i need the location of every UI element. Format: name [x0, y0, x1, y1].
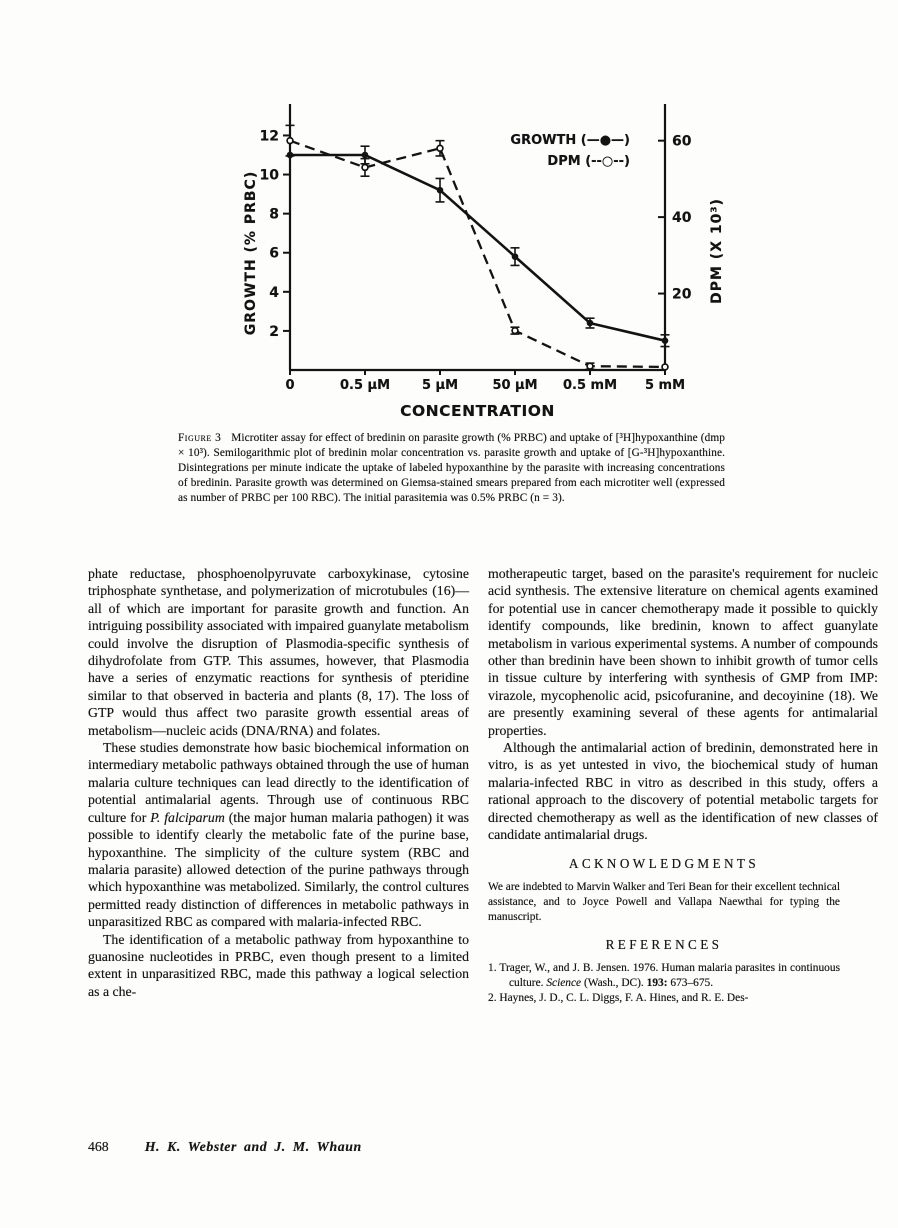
- figure-caption-label: Figure 3: [178, 432, 222, 444]
- data-point-growth: [287, 152, 294, 159]
- data-point-growth: [362, 152, 369, 159]
- data-point-dpm: [437, 145, 443, 151]
- x-tick-label: 0: [285, 378, 295, 393]
- text-segment: (Wash., DC).: [581, 977, 647, 990]
- text-segment: Trager, W., and J. B. Jensen. 1976. Human malaria parasites in continuous culture.: [499, 962, 840, 990]
- x-tick-label: 0.5 μM: [339, 378, 391, 393]
- running-authors: H. K. Webster and J. M. Whaun: [144, 1139, 362, 1154]
- series-dpm-line: [290, 141, 665, 367]
- right-column: [488, 565, 878, 1006]
- axis-label-dpm: DPM (X 10³): [709, 198, 725, 304]
- reference-number: 1.: [488, 962, 500, 975]
- reference-number: 2.: [488, 992, 500, 1005]
- left-column: [88, 565, 469, 1000]
- data-point-growth: [512, 253, 519, 260]
- axis-label-growth: GROWTH (% PRBC): [243, 170, 259, 336]
- reference-list: [488, 961, 840, 1005]
- right-column-paragraphs: [488, 565, 878, 844]
- text-segment: motherapeutic target, based on the parasite's requirement for nucleic acid synthesis. The extensive literature on chemical agents examined for potential use in cancer chemotherapy made it possible to quickly identify compounds, like bredinin, known to affect guanylate metabolism in various experimental systems. A number of compounds other than bredinin have been shown to inhibit growth of tumor cells in tissue culture by interfering with synthesis of GMP from IMP: virazole, mycophenolic acid, psicofuranine, and decoyinine (18). We are presently examining several of these agents for antimalarial properties.: [488, 566, 878, 738]
- x-tick-label: 50 μM: [492, 378, 538, 393]
- left-tick-label: 12: [259, 128, 279, 145]
- text-segment: (the major human malaria pathogen) it was possible to identify clearly the metabolic fate of the purine base, hypoxanthine. The simplicity of the culture system (RBC and malaria parasite) allowed detection of the purine pathways through which hypoxanthine was metabolized. Similarly, the control cultures permitted ready distinction of differences in metabolic pathways in unparasitized RBC as compared with malaria-infected RBC.: [88, 809, 469, 930]
- text-segment: Although the antimalarial action of bredinin, demonstrated here in vitro, is as yet untested in vivo, the biochemical study of human malaria-infected RBC in vitro as described in this study, offers a rational approach to the discovery of potential metabolic targets for directed chemotherapy as well as the identification of new classes of candidate antimalarial drugs.: [488, 740, 878, 843]
- right-tick-label: 40: [672, 210, 692, 227]
- figure3-chart: [222, 92, 742, 432]
- left-tick-label: 2: [269, 323, 279, 340]
- data-point-growth: [587, 320, 594, 327]
- reference-item: [488, 961, 840, 991]
- paragraph: [488, 739, 878, 843]
- figure-caption: [178, 431, 725, 506]
- reference-item: [488, 991, 840, 1006]
- data-point-dpm: [287, 138, 293, 144]
- paragraph: [88, 565, 469, 739]
- text-segment: phate reductase, phosphoenolpyruvate carboxykinase, cytosine triphosphate synthetase, and polymerization of microtubules (16)—all of which are important for parasite growth and function. An intriguing possibility associated with impaired guanylate metabolism could involve the disruption of Plasmodia-specific synthesis of dihydrofolate from GTP. This assumes, however, that Plasmodia have a series of enzymatic reactions for synthesis of pteridine similar to that observed in bacteria and plants (8, 17). The loss of GTP would thus affect two parasite growth essential areas of metabolism—nucleic acids (DNA/RNA) and folates.: [88, 566, 469, 738]
- text-segment: P. falciparum: [150, 809, 225, 825]
- data-point-growth: [662, 337, 669, 344]
- paragraph: [88, 739, 469, 930]
- x-tick-label: 5 μM: [421, 378, 459, 393]
- left-tick-label: 6: [269, 245, 279, 262]
- data-point-dpm: [587, 363, 593, 369]
- data-point-dpm: [512, 328, 518, 334]
- page-footer: [88, 1139, 362, 1155]
- paragraph: [488, 565, 878, 739]
- paragraph: [88, 931, 469, 1001]
- legend-entry-dpm: DPM (--○--): [547, 154, 630, 169]
- text-segment: These studies demonstrate how basic biochemical information on intermediary metabolic pathways obtained through the use of human malaria culture techniques can lead directly to the identification of potential antimalarial agents. Through use of continuous RBC culture for: [88, 740, 469, 825]
- text-segment: 673–675.: [667, 977, 714, 990]
- data-point-dpm: [662, 364, 668, 370]
- left-tick-label: 4: [269, 284, 279, 301]
- right-tick-label: 20: [672, 286, 692, 303]
- series-growth-line: [290, 155, 665, 341]
- text-segment: The identification of a metabolic pathway from hypoxanthine to guanosine nucleotides in PRBC, even though present to a limited extent in unparasitized RBC, made this pathway a logical selection as a che-: [88, 931, 469, 999]
- acknowledgments-heading: ACKNOWLEDGMENTS: [568, 855, 760, 871]
- left-tick-label: 10: [259, 167, 279, 184]
- text-segment: 193:: [646, 977, 668, 990]
- references-heading: REFERENCES: [605, 936, 723, 952]
- data-point-dpm: [362, 165, 368, 171]
- text-segment: Science: [546, 977, 582, 990]
- back-matter: [488, 857, 840, 1006]
- legend-entry-growth: GROWTH (—●—): [510, 133, 630, 148]
- x-tick-label: 5 mM: [644, 378, 686, 393]
- data-point-growth: [437, 187, 444, 194]
- left-tick-label: 8: [269, 206, 279, 223]
- growth-dpm-line-chart: [222, 92, 742, 432]
- text-segment: Haynes, J. D., C. L. Diggs, F. A. Hines, and R. E. Des-: [499, 992, 749, 1005]
- acknowledgments-text: We are indebted to Marvin Walker and Teri Bean for their excellent technical assistance, and to Joyce Powell and Vallapa Naewthai for typing the manuscript.: [488, 881, 840, 923]
- figure-caption-text: Microtiter assay for effect of bredinin on parasite growth (% PRBC) and uptake of [³H]hypoxanthine (dmp × 10³). Semilogarithmic plot of bredinin molar concentration vs. parasite growth and uptake of [G-³H]hypoxanthine. Disintegrations per minute indicate the uptake of labeled hypoxanthine by the parasite with increasing concentrations of bredinin. Parasite growth was determined on Giemsa-stained smears prepared from each microtiter well (expressed as number of PRBC per 100 RBC). The initial parasitemia was 0.5% PRBC (n = 3).: [178, 432, 726, 505]
- x-tick-label: 0.5 mM: [562, 378, 618, 393]
- x-axis-title: CONCENTRATION: [400, 402, 555, 420]
- right-tick-label: 60: [672, 133, 692, 150]
- page-number: 468: [88, 1139, 109, 1154]
